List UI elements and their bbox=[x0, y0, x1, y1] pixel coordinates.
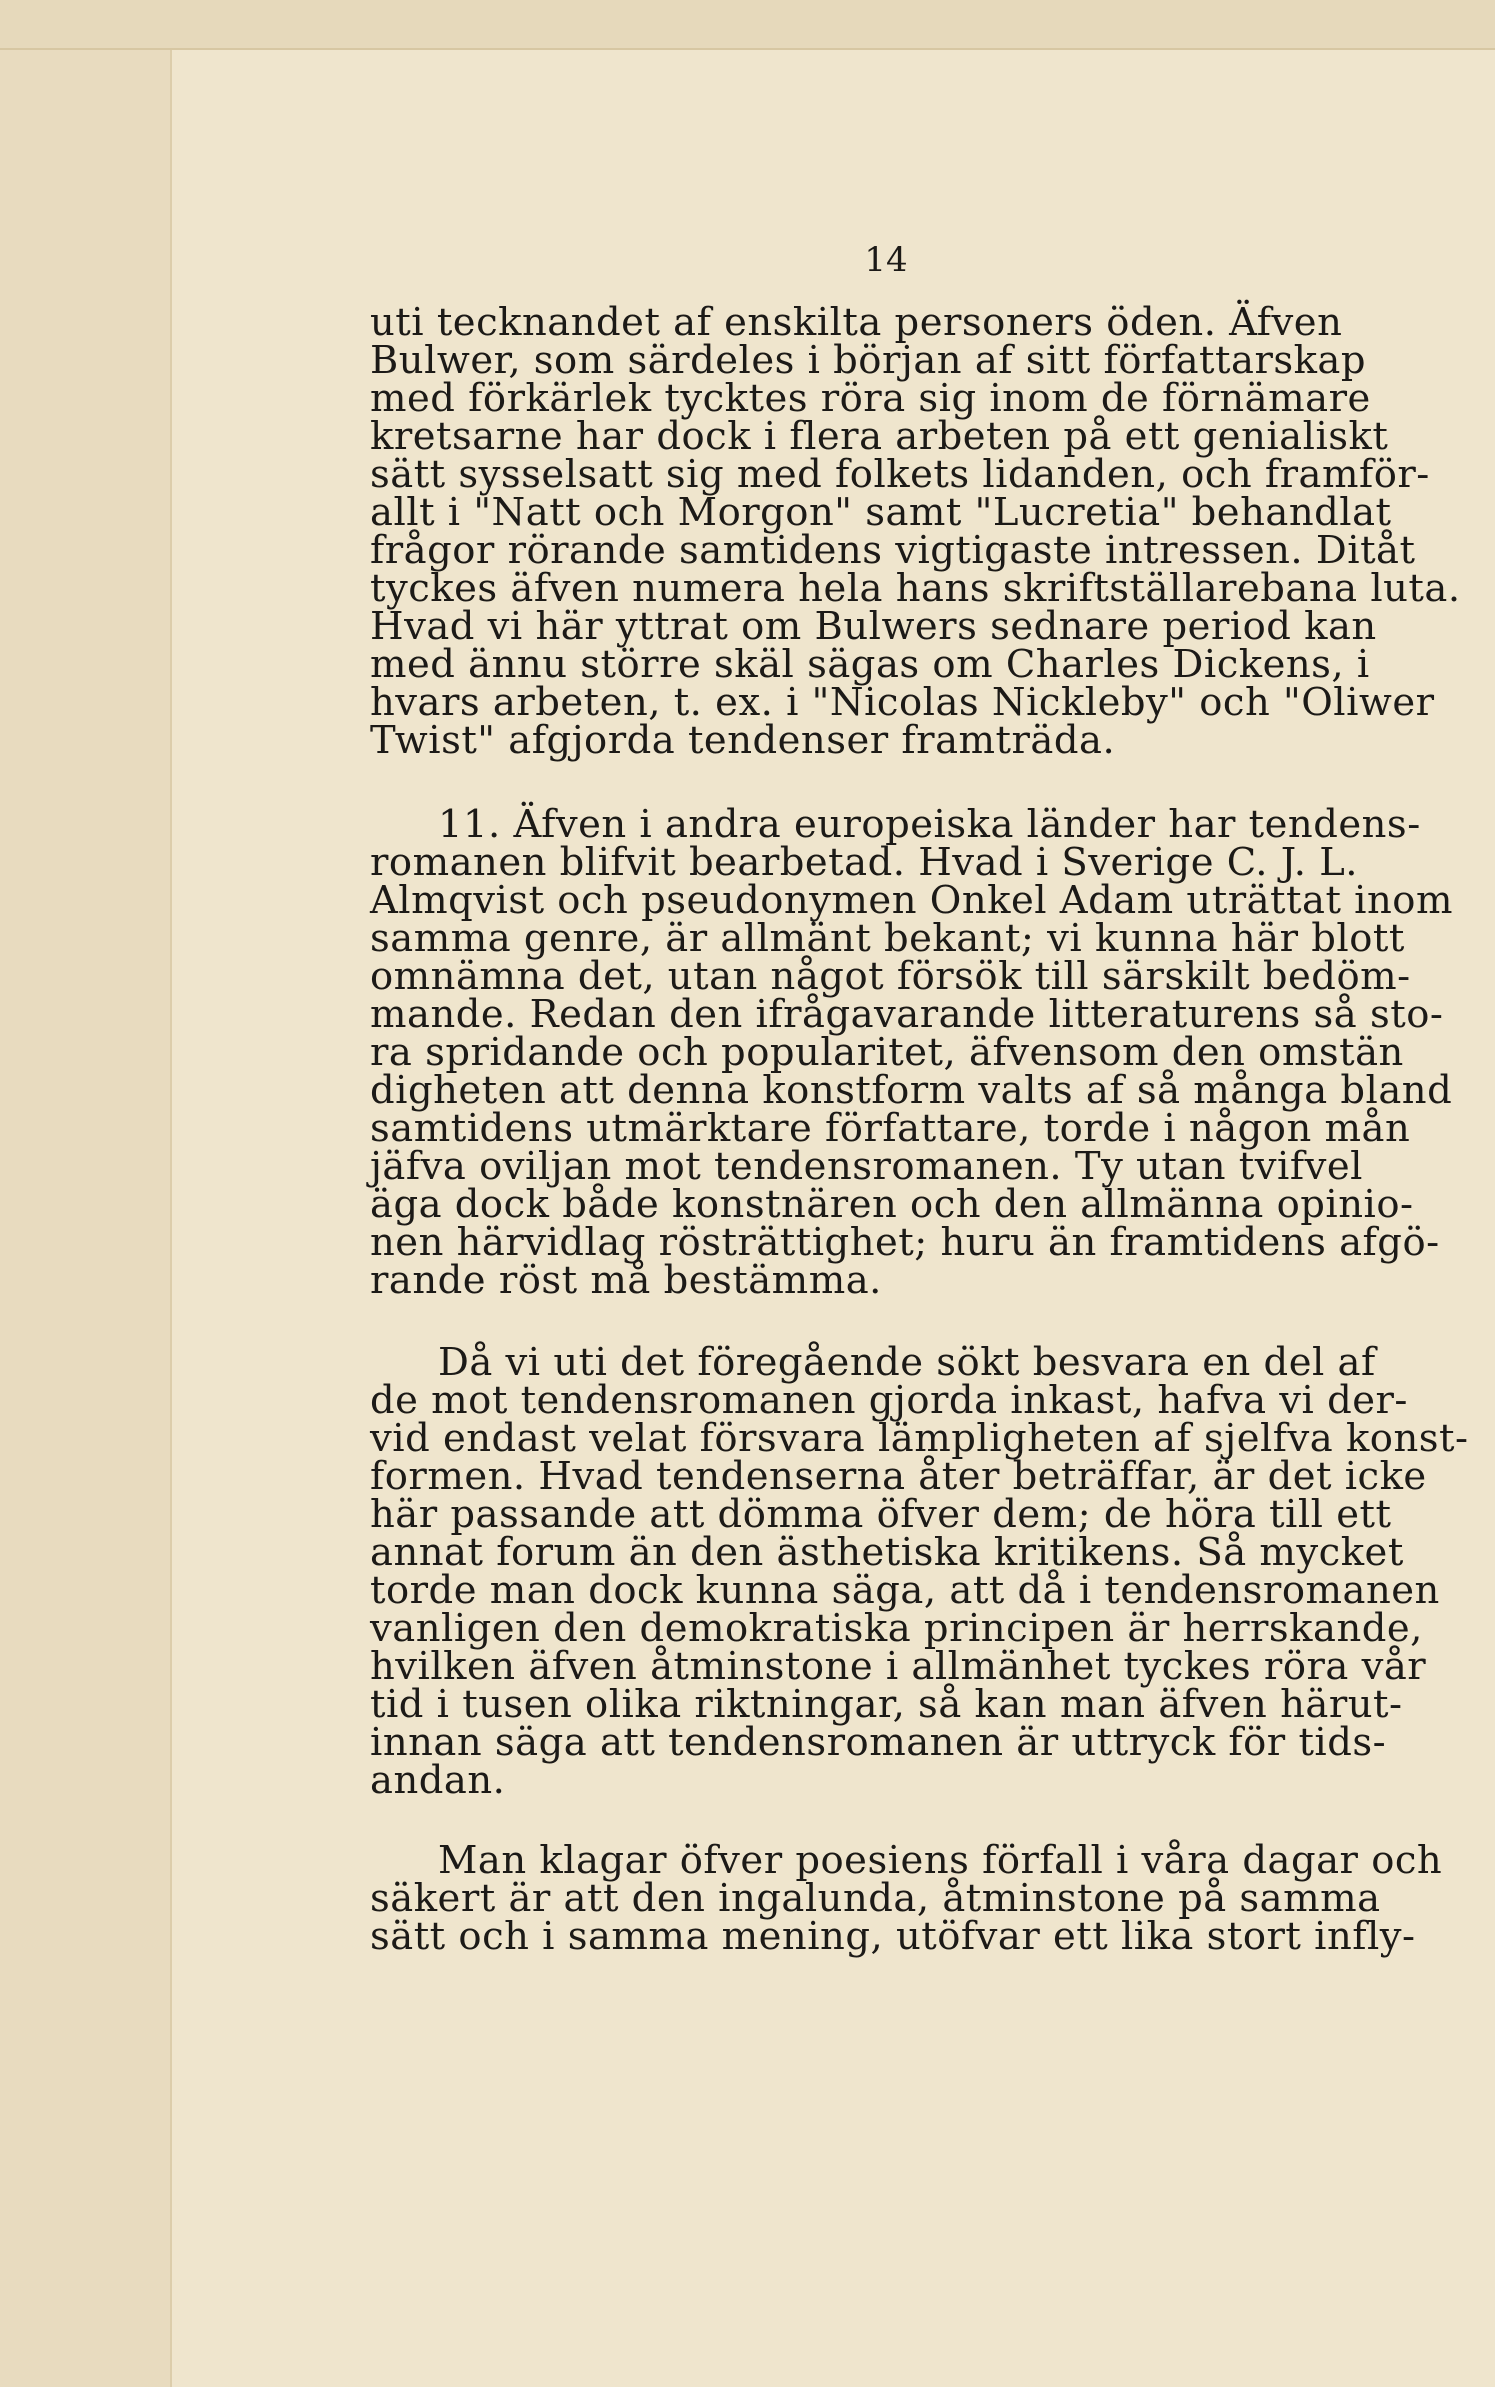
text-line: nen härvidlag rösträttighet; huru än framtidens afgö- bbox=[370, 1220, 1440, 1265]
text-line: med ännu större skäl sägas om Charles Dickens, i bbox=[370, 642, 1370, 687]
top-page-edge bbox=[0, 0, 1495, 50]
text-line: innan säga att tendensromanen är uttryck för tids- bbox=[370, 1720, 1387, 1765]
text-line: vid endast velat försvara lämpligheten af sjelfva konst- bbox=[370, 1416, 1469, 1461]
text-line: uti tecknandet af enskilta personers öden. Äfven bbox=[370, 300, 1343, 345]
text-line: annat forum än den ästhetiska kritikens. Så mycket bbox=[370, 1530, 1404, 1575]
text-line: tyckes äfven numera hela hans skriftställarebana luta. bbox=[370, 566, 1461, 611]
text-line: mande. Redan den ifrågavarande litteraturens så sto- bbox=[370, 992, 1444, 1037]
text-line: 11. Äfven i andra europeiska länder har tendens- bbox=[438, 802, 1421, 847]
text-line: samtidens utmärktare författare, torde i någon mån bbox=[370, 1106, 1411, 1151]
text-line: de mot tendensromanen gjorda inkast, hafva vi der- bbox=[370, 1378, 1408, 1423]
text-line: ra spridande och popularitet, äfvensom den omstän bbox=[370, 1030, 1404, 1075]
text-line: hvars arbeten, t. ex. i "Nicolas Nickleby" och "Oliwer bbox=[370, 680, 1435, 725]
text-line: Man klagar öfver poesiens förfall i våra dagar och bbox=[438, 1838, 1443, 1883]
text-line: omnämna det, utan något försök till särskilt bedöm- bbox=[370, 954, 1411, 999]
text-line: vanligen den demokratiska principen är herrskande, bbox=[370, 1606, 1423, 1651]
text-line: Bulwer, som särdeles i början af sitt författarskap bbox=[370, 338, 1367, 383]
text-line: äga dock både konstnären och den allmänna opinio- bbox=[370, 1182, 1414, 1227]
text-line: Hvad vi här yttrat om Bulwers sednare period kan bbox=[370, 604, 1377, 649]
text-line: Twist" afgjorda tendenser framträda. bbox=[370, 718, 1116, 763]
text-line: tid i tusen olika riktningar, så kan man äfven härut- bbox=[370, 1682, 1403, 1727]
text-line: allt i "Natt och Morgon" samt "Lucretia" behandlat bbox=[370, 490, 1392, 535]
text-line: sätt och i samma mening, utöfvar ett lika stort infly- bbox=[370, 1914, 1416, 1959]
text-line: digheten att denna konstform valts af så många bland bbox=[370, 1068, 1453, 1113]
page-number: 14 bbox=[864, 240, 908, 280]
text-line: rande röst må bestämma. bbox=[370, 1258, 882, 1303]
text-line: andan. bbox=[370, 1758, 506, 1803]
text-line: Då vi uti det föregående sökt besvara en del af bbox=[438, 1340, 1376, 1385]
text-line: romanen blifvit bearbetad. Hvad i Sverige C. J. L. bbox=[370, 840, 1359, 885]
text-line: sätt sysselsatt sig med folkets lidanden, och framför- bbox=[370, 452, 1430, 497]
text-line: torde man dock kunna säga, att då i tendensromanen bbox=[370, 1568, 1440, 1613]
text-line: jäfva oviljan mot tendensromanen. Ty utan tvifvel bbox=[370, 1144, 1363, 1189]
text-line: här passande att dömma öfver dem; de höra till ett bbox=[370, 1492, 1392, 1537]
text-line: samma genre, är allmänt bekant; vi kunna här blott bbox=[370, 916, 1405, 961]
text-line: hvilken äfven åtminstone i allmänhet tyckes röra vår bbox=[370, 1644, 1427, 1689]
text-line: formen. Hvad tendenserna åter beträffar, är det icke bbox=[370, 1454, 1427, 1499]
text-line: med förkärlek tycktes röra sig inom de förnämare bbox=[370, 376, 1371, 421]
text-line: frågor rörande samtidens vigtigaste intressen. Ditåt bbox=[370, 528, 1416, 573]
left-page-edge bbox=[0, 0, 172, 2387]
text-line: säkert är att den ingalunda, åtminstone på samma bbox=[370, 1876, 1381, 1921]
text-line: Almqvist och pseudonymen Onkel Adam uträttat inom bbox=[370, 878, 1453, 923]
text-line: kretsarne har dock i flera arbeten på ett genialiskt bbox=[370, 414, 1389, 459]
